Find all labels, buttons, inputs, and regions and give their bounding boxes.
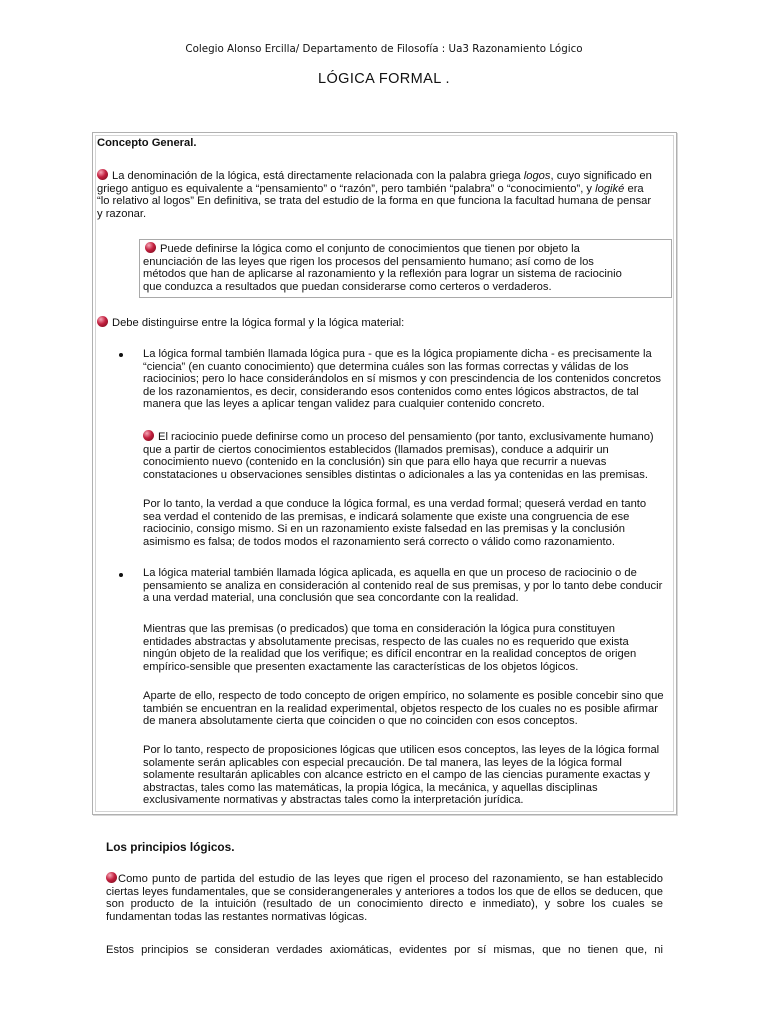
principios-heading: Los principios lógicos.: [106, 840, 235, 854]
bullet-ball-icon: [145, 242, 156, 253]
text: Puede definirse la lógica como el conjunto de conocimientos que tienen por objeto la enunciación de las leyes que rigen los procesos del pensamiento humano; así como de los métodos que han de aplicarse al razonamiento y la reflexión para lograr un sistema de raciocinio que conduzca a resultados que puedan considerarse como certeros o verdaderos.: [143, 243, 622, 293]
formal-logic-item: La lógica formal también llamada lógica pura - que es la lógica propiamente dicha - es precisamente la “ciencia” (en cuanto conocimiento) que determina cuáles son las formas correctas y válidas de los raciocinios; pero lo hace considerándolos en sí mismos y con prescindencia de los contenidos concretos de los razonamientos, es decir, considerando esos contenidos como entes lógicos abstractos, de tal manera que las leyes a aplicar tengan validez para cualquier contenido concreto.: [143, 348, 662, 411]
document-header: Colegio Alonso Ercilla/ Departamento de Filosofía : Ua3 Razonamiento Lógico: [185, 43, 583, 55]
logos-word: logos: [523, 170, 551, 182]
text: El raciocinio puede definirse como un proceso del pensamiento (por tanto, exclusivamente humano) que a partir de ciertos conocimientos establecidos (llamados premisas), conduce a adquirir un conocimiento nuevo (contenido en la conclusión) sin que para ello haya que recurrir a nuevas constataciones u observaciones sensibles distintas o adicionales a las ya contenidas en las premisas.: [143, 431, 654, 481]
principios-paragraph-2: Estos principios se consideran verdades axiomáticas, evidentes por sí mismas, que no tienen que, ni: [106, 944, 663, 956]
logike-word: logiké: [595, 182, 625, 195]
text: era “lo relativo al logos” En definitiva, se trata del estudio de la forma en que funciona la facultad humana de pensar y razonar.: [97, 182, 652, 220]
list-bullet-icon: [119, 353, 123, 357]
raciocinio-paragraph: [143, 430, 665, 481]
text: , cuyo significado en griego antiguo es equivalente a “pensamiento” o “razón”, pero también “palabra” o “conocimiento”, y: [97, 170, 652, 195]
concepto-heading: Concepto General.: [97, 137, 197, 149]
definition-text: [143, 242, 623, 293]
list-bullet-icon: [119, 573, 123, 577]
principios-paragraph: [106, 872, 663, 923]
aparte-paragraph: Aparte de ello, respecto de todo concepto de origen empírico, no solamente es posible concebir sino que también se encuentran en la realidad experimental, objetos respecto de los cuales no es posible afirmar de manera absolutamente cierta que coinciden o que no coinciden con esos conceptos.: [143, 690, 664, 728]
bullet-ball-icon: [106, 872, 117, 883]
text: Como punto de partida del estudio de las leyes que rigen el proceso del razonamiento, se han establecido ciertas leyes fundamentales, que se considerangenerales y anteriores a todos los que de ellos se deducen, que son producto de la intuición (resultado de un conocimiento directo e inmediato), y sobre los cuales se fundamentan todas las restantes normativas lógicas.: [106, 873, 663, 923]
text: Debe distinguirse entre la lógica formal y la lógica material:: [112, 317, 405, 329]
bullet-ball-icon: [143, 430, 154, 441]
verdad-paragraph: Por lo tanto, la verdad a que conduce la lógica formal, es una verdad formal; queserá verdad en tanto sea verdad el contenido de las premisas, e indicará solamente que existe una congruencia de ese raciocinio, consigo mismo. Si en un razonamiento existe falsedad en las premisas y la conclusión asimismo es falsa; de todos modos el razonamiento será correcto o válido como razonamiento.: [143, 498, 647, 548]
document-title: LÓGICA FORMAL .: [318, 71, 450, 87]
concepto-paragraph: [97, 169, 659, 220]
material-logic-item: La lógica material también llamada lógica aplicada, es aquella en que un proceso de raciocinio o de pensamiento se analiza en consideración al contenido real de sus premisas, y por lo tanto debe conducir a una verdad material, una conclusión que sea concordante con la realidad.: [143, 567, 663, 605]
bullet-ball-icon: [97, 316, 108, 327]
mientras-paragraph: Mientras que las premisas (o predicados) que toma en consideración la lógica pura constituyen entidades abstractas y absolutamente precisas, respecto de las cuales no es requerido que exista ningún objeto de la realidad que los verifique; es difícil encontrar en la realidad conceptos de origen empírico-sensible que presenten exactamente las características de los objetos lógicos.: [143, 623, 637, 673]
distinguish-line: [97, 316, 657, 330]
porlotanto-paragraph: Por lo tanto, respecto de proposiciones lógicas que utilicen esos conceptos, las leyes de la lógica formal solamente serán aplicables con especial precaución. De tal manera, las leyes de la lógica formal solamente resultarán aplicables con alcance estricto en el campo de las ciencias puramente exactas y abstractas, tales como las matemáticas, la propia lógica, la mecánica, y aquellas disciplinas exclusivamente normativas y abstractas tales como la interpretación jurídica.: [143, 744, 660, 807]
bullet-ball-icon: [97, 169, 108, 180]
text: La denominación de la lógica, está directamente relacionada con la palabra griega: [112, 170, 524, 182]
